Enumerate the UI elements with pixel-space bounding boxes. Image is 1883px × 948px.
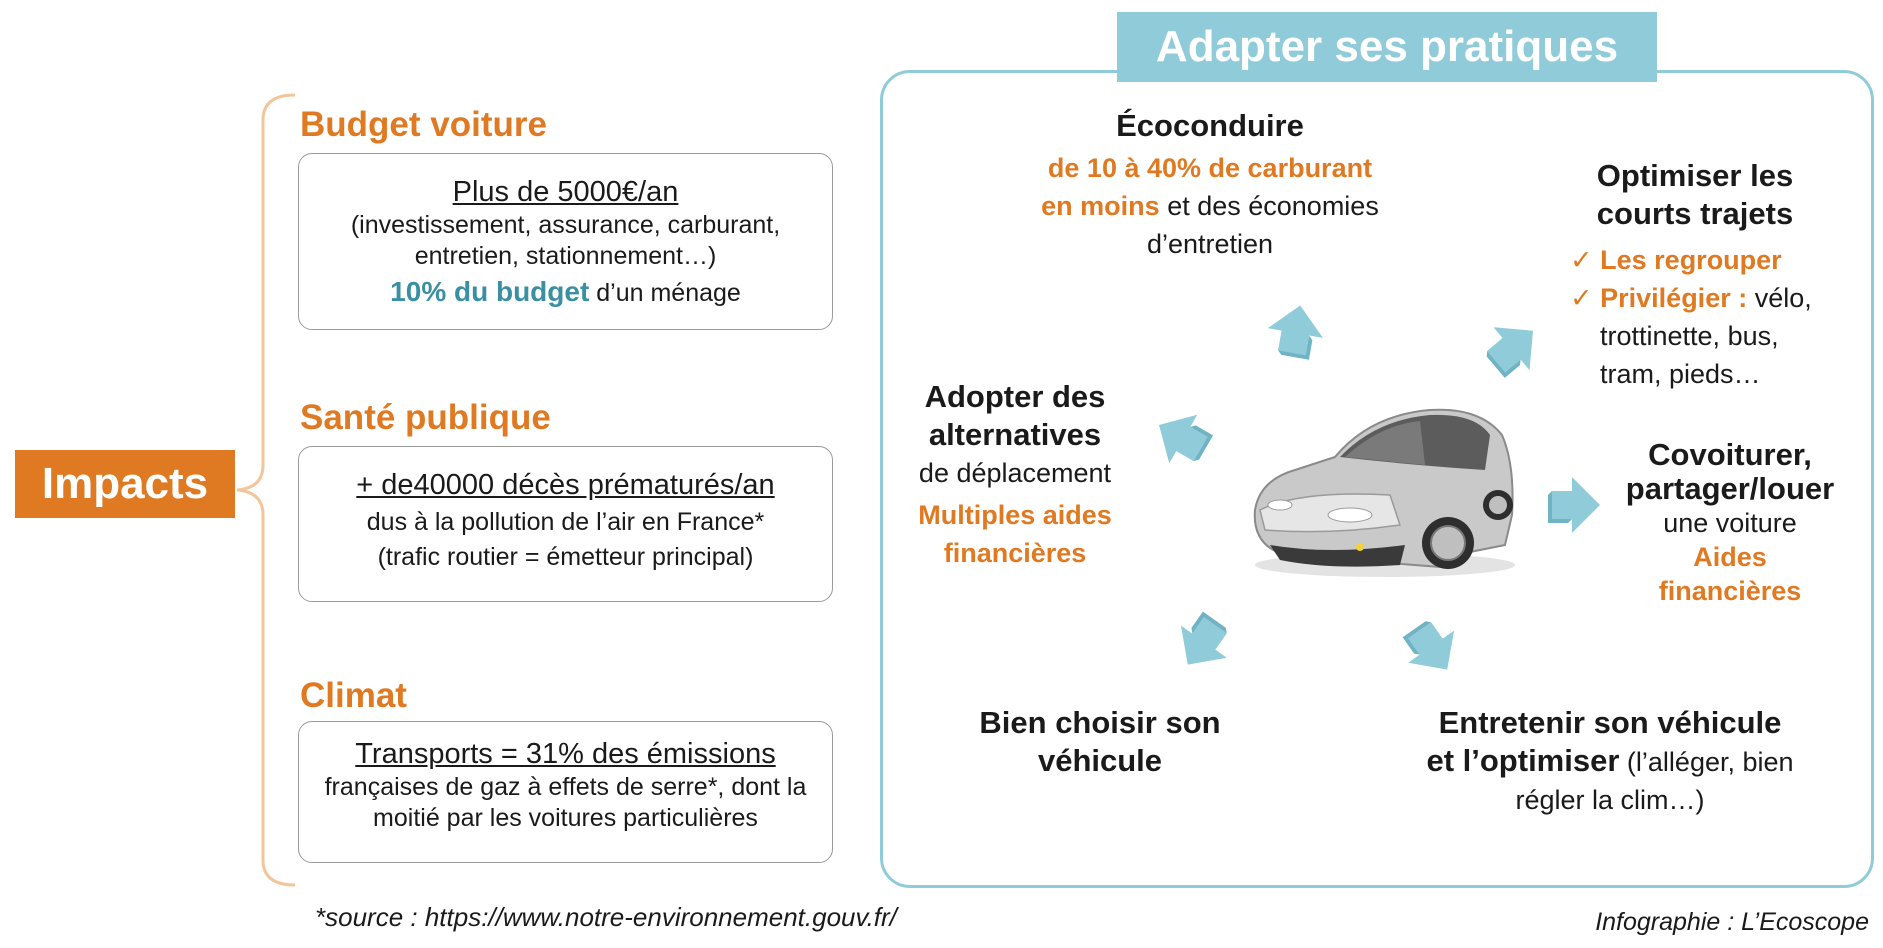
- budget-title: Budget voiture: [300, 105, 547, 144]
- checkmark-icon: ✓: [1570, 283, 1593, 313]
- short-trips-line-3: trottinette, bus,: [1600, 321, 1779, 351]
- cycle-arrow-icon: [1475, 309, 1551, 385]
- ecodrive-rest-3: d’entretien: [1146, 229, 1274, 259]
- infographic-credit: Infographie : L’Ecoscope: [1595, 908, 1869, 936]
- choose-heading-2: véhicule: [1037, 743, 1163, 778]
- practices-title: Adapter ses pratiques: [1117, 12, 1657, 82]
- climate-detail-1: françaises de gaz à effets de serre*, dont la: [324, 773, 807, 801]
- carpool-heading-2: partager/louer: [1625, 471, 1835, 506]
- ecodrive-orange-1: de 10 à 40% de carburant: [1047, 153, 1373, 183]
- climate-headline: Transports = 31% des émissions: [355, 738, 776, 770]
- car-illustration: [1240, 395, 1520, 595]
- alternatives-orange-2: financières: [943, 538, 1087, 568]
- health-detail-1: dus à la pollution de l’air en France*: [366, 508, 765, 536]
- short-trips-check-2-rest: vélo,: [1754, 283, 1812, 313]
- carpool-orange-1: Aides: [1693, 542, 1767, 572]
- ecodrive-heading: Écoconduire: [1116, 108, 1304, 143]
- health-title: Santé publique: [300, 398, 551, 437]
- maintain-heading-2: et l’optimiser: [1426, 743, 1620, 778]
- choose-heading-1: Bien choisir son: [979, 705, 1221, 740]
- climate-title: Climat: [300, 676, 407, 715]
- carpool-heading-1: Covoiturer,: [1648, 437, 1812, 472]
- cycle-arrow-icon: [1394, 611, 1470, 686]
- budget-headline: Plus de 5000€/an: [452, 176, 679, 208]
- carpool-orange-2: financières: [1658, 576, 1802, 606]
- health-headline: + de40000 décès prématurés/an: [356, 469, 775, 501]
- impacts-label: Impacts: [15, 450, 235, 518]
- source-footnote: *source : https://www.notre-environnement.gouv.fr/: [315, 902, 897, 932]
- short-trips-heading-1: Optimiser les: [1596, 158, 1794, 193]
- ecodrive-rest-2: et des économies: [1167, 191, 1379, 221]
- short-trips-check-2: Privilégier :: [1600, 283, 1748, 313]
- short-trips-heading-2: courts trajets: [1596, 196, 1794, 231]
- carpool-line-3: une voiture: [1663, 508, 1797, 538]
- health-detail-2: (trafic routier = émetteur principal): [377, 543, 754, 571]
- climate-detail-2: moitié par les voitures particulières: [373, 804, 758, 832]
- checkmark-icon: ✓: [1570, 245, 1593, 275]
- cycle-arrow-icon: [1264, 301, 1328, 362]
- budget-highlight: 10% du budget: [390, 276, 590, 307]
- alternatives-heading-1: Adopter des: [924, 379, 1106, 414]
- ecodrive-orange-2: en moins: [1041, 191, 1160, 221]
- maintain-heading-1: Entretenir son véhicule: [1438, 705, 1782, 740]
- cycle-arrow-icon: [1548, 477, 1600, 533]
- alternatives-heading-2: alternatives: [928, 417, 1102, 452]
- maintain-rest-2: (l’alléger, bien: [1626, 747, 1794, 777]
- budget-detail-1: (investissement, assurance, carburant,: [350, 211, 781, 239]
- alternatives-orange-1: Multiples aides: [918, 500, 1112, 530]
- cycle-arrow-icon: [1145, 401, 1218, 475]
- short-trips-line-4: tram, pieds…: [1600, 359, 1761, 389]
- budget-highlight-rest: d’un ménage: [596, 279, 741, 307]
- budget-detail-2: entretien, stationnement…): [414, 242, 717, 270]
- maintain-line-3: régler la clim…): [1515, 785, 1705, 815]
- cycle-arrow-icon: [1165, 606, 1241, 681]
- alternatives-line-3: de déplacement: [918, 458, 1112, 488]
- short-trips-check-1: Les regrouper: [1600, 245, 1782, 275]
